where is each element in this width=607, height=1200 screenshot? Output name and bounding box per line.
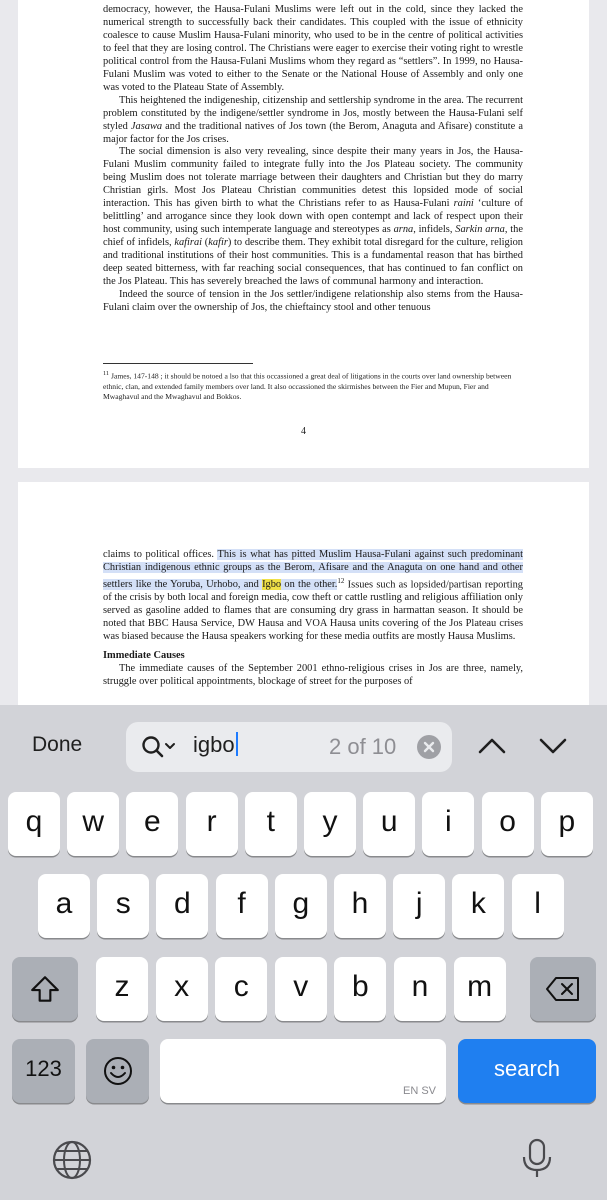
- current-match-highlight: Igbo: [262, 579, 282, 591]
- key-s[interactable]: s: [97, 874, 149, 938]
- pdf-page-4: [18, 0, 589, 468]
- key-x[interactable]: x: [156, 957, 208, 1021]
- key-w[interactable]: w: [67, 792, 119, 856]
- key-m[interactable]: m: [454, 957, 506, 1021]
- find-field[interactable]: [126, 722, 452, 772]
- selection-highlight: This is what has pitted Muslim Hausa-Fulani against such predominant Christian indigenous ethnic groups as the Berom, Afisare and the Anaguta on one hand and other settlers like the Yoruba, Urhobo, and Igbo on the other.: [103, 549, 523, 591]
- match-count: 2 of 10: [329, 734, 397, 759]
- key-i[interactable]: i: [422, 792, 474, 856]
- clear-icon: [417, 735, 441, 759]
- key-h[interactable]: h: [334, 874, 386, 938]
- key-b[interactable]: b: [334, 957, 386, 1021]
- search-options-icon[interactable]: [141, 734, 179, 760]
- pdf-page-5: [18, 482, 589, 705]
- key-n[interactable]: n: [394, 957, 446, 1021]
- section-heading: Immediate Causes: [103, 650, 185, 662]
- key-r[interactable]: r: [186, 792, 238, 856]
- key-a[interactable]: a: [38, 874, 90, 938]
- chevron-down-icon: [541, 740, 565, 752]
- key-c[interactable]: c: [215, 957, 267, 1021]
- delete-key[interactable]: [530, 957, 596, 1021]
- text-caret: [236, 732, 238, 756]
- key-q[interactable]: q: [8, 792, 60, 856]
- shift-icon: [29, 973, 61, 1005]
- key-f[interactable]: f: [216, 874, 268, 938]
- paragraph: The social dimension is also very revealing, since despite their many years in Jos, the Hausa-Fulani Muslim community failed to integrate fully into the Jos Plateau society. The community being Muslim does not tolerate marriage between their daughters and Christian but they do marry Christian girls. Most Jos Plateau Christian communities detest this lopsided mode of social interaction. This has given birth to what the Christians refer to as Hausa-Fulani raini ‘culture of belittling’ and arrogance since they look down with open contempt and lack of respect upon their host community, using such intemperate language and stereotypes as arna, infidels, Sarkin arna, the chief of infidels, kafirai (kafir) to describe them. They exhibit total disregard for the culture, religion and traditional institutions of their host communities. This is a fundamental reason that has birthed deep seated bitterness, with far reaching social consequences, that has continued to fan conflict on the Jos Plateau. This has severely breached the laws of communal harmony and interaction.: [103, 146, 523, 288]
- done-button[interactable]: Done: [32, 733, 83, 756]
- keyboard-language-label: EN SV: [402, 1085, 436, 1097]
- page5-body: [103, 549, 523, 689]
- emoji-icon: [102, 1055, 134, 1087]
- key-y[interactable]: y: [304, 792, 356, 856]
- microphone-icon[interactable]: [515, 1136, 559, 1180]
- globe-icon[interactable]: [50, 1138, 94, 1182]
- key-k[interactable]: k: [452, 874, 504, 938]
- footnote: $^{11}$ James, 147-148 ; it should be notoed a lso that this occassioned a great deal of litigations in the courts over land ownership between ethnic, clan, and extended family members over land. It also occassioned the skirmishes between the Fier and Mupun, Fier and Mwaghavul and the Mwaghavul and Bokkos.: [103, 370, 512, 401]
- key-p[interactable]: p: [541, 792, 593, 856]
- shift-key[interactable]: [12, 957, 78, 1021]
- find-bar: [0, 705, 607, 782]
- footnote-rule: [103, 363, 253, 364]
- clear-text-button[interactable]: [417, 735, 441, 759]
- key-z[interactable]: z: [96, 957, 148, 1021]
- paragraph: Indeed the source of tension in the Jos settler/indigene relationship also stems from the Hausa-Fulani claim over the ownership of Jos, the chieftaincy stool and other tenuous: [103, 288, 523, 313]
- previous-match-button[interactable]: [472, 725, 512, 765]
- key-t[interactable]: t: [245, 792, 297, 856]
- key-o[interactable]: o: [482, 792, 534, 856]
- page4-body: [103, 4, 523, 315]
- emoji-key[interactable]: [86, 1039, 149, 1103]
- key-g[interactable]: g: [275, 874, 327, 938]
- key-l[interactable]: l: [512, 874, 564, 938]
- next-match-button[interactable]: [533, 725, 573, 765]
- backspace-icon: [545, 976, 581, 1002]
- space-key[interactable]: [160, 1039, 446, 1103]
- page-number: 4: [301, 426, 306, 437]
- paragraph: This heightened the indigeneship, citizenship and settlership syndrome in the area. The recurrent problem constituted by the indigene/settler syndrome in Jos, mostly between the Hausa-Fulani self styled Jasawa and the traditional natives of Jos town (the Berom, Anaguta and Afisare) constitute a major factor for the Jos crises.: [103, 94, 523, 145]
- numbers-key[interactable]: 123: [12, 1039, 75, 1103]
- search-key[interactable]: search: [458, 1039, 596, 1103]
- key-e[interactable]: e: [126, 792, 178, 856]
- key-u[interactable]: u: [363, 792, 415, 856]
- key-v[interactable]: v: [275, 957, 327, 1021]
- paragraph: claims to political offices. This is what has pitted Muslim Hausa-Fulani against such predominant Christian indigenous ethnic groups as the Berom, Afisare and the Anaguta on one hand and other settlers like the Yoruba, Urhobo, and Igbo on the other.$^{12}$ Issues such as lopsided/partisan reporting of the crisis by both local and foreign media, cow theft or cattle rustling and religious affiliation only served as gasoline added to flames that are consuming dry grass in harmattan season. It should be noted that BBC Hausa Service, DW Hausa and VOA Hausa units covering of the Jos Plateau crises was biased because the Hausa speakers working for these media outfits are mostly Hausa Muslims.: [103, 549, 523, 643]
- paragraph: democracy, however, the Hausa-Fulani Muslims were left out in the cold, since they lacked the numerical strength to successfully back their candidates. This coupled with the issue of ethnicity coalesce to cause Muslim Hausa-Fulani minority, who used to be in the centre of political activities to feel that they are losing control. The Christians were eager to exercise their voting right to wrestle political control from the Hausa-Fulani Muslims whom they regard as “settlers”. In 1999, no Hausa-Fulani Muslim was voted to either to the Senate or the National House of Assembly and only one was voted to the Plateau State of Assembly.: [103, 4, 523, 93]
- chevron-up-icon: [480, 740, 504, 752]
- key-d[interactable]: d: [156, 874, 208, 938]
- key-j[interactable]: j: [393, 874, 445, 938]
- keyboard: [0, 782, 607, 1200]
- paragraph: The immediate causes of the September 2001 ethno-religious crises in Jos are three, namely, struggle over political appointments, blockage of street for the purposes of: [103, 663, 523, 688]
- find-input[interactable]: igbo: [193, 732, 238, 758]
